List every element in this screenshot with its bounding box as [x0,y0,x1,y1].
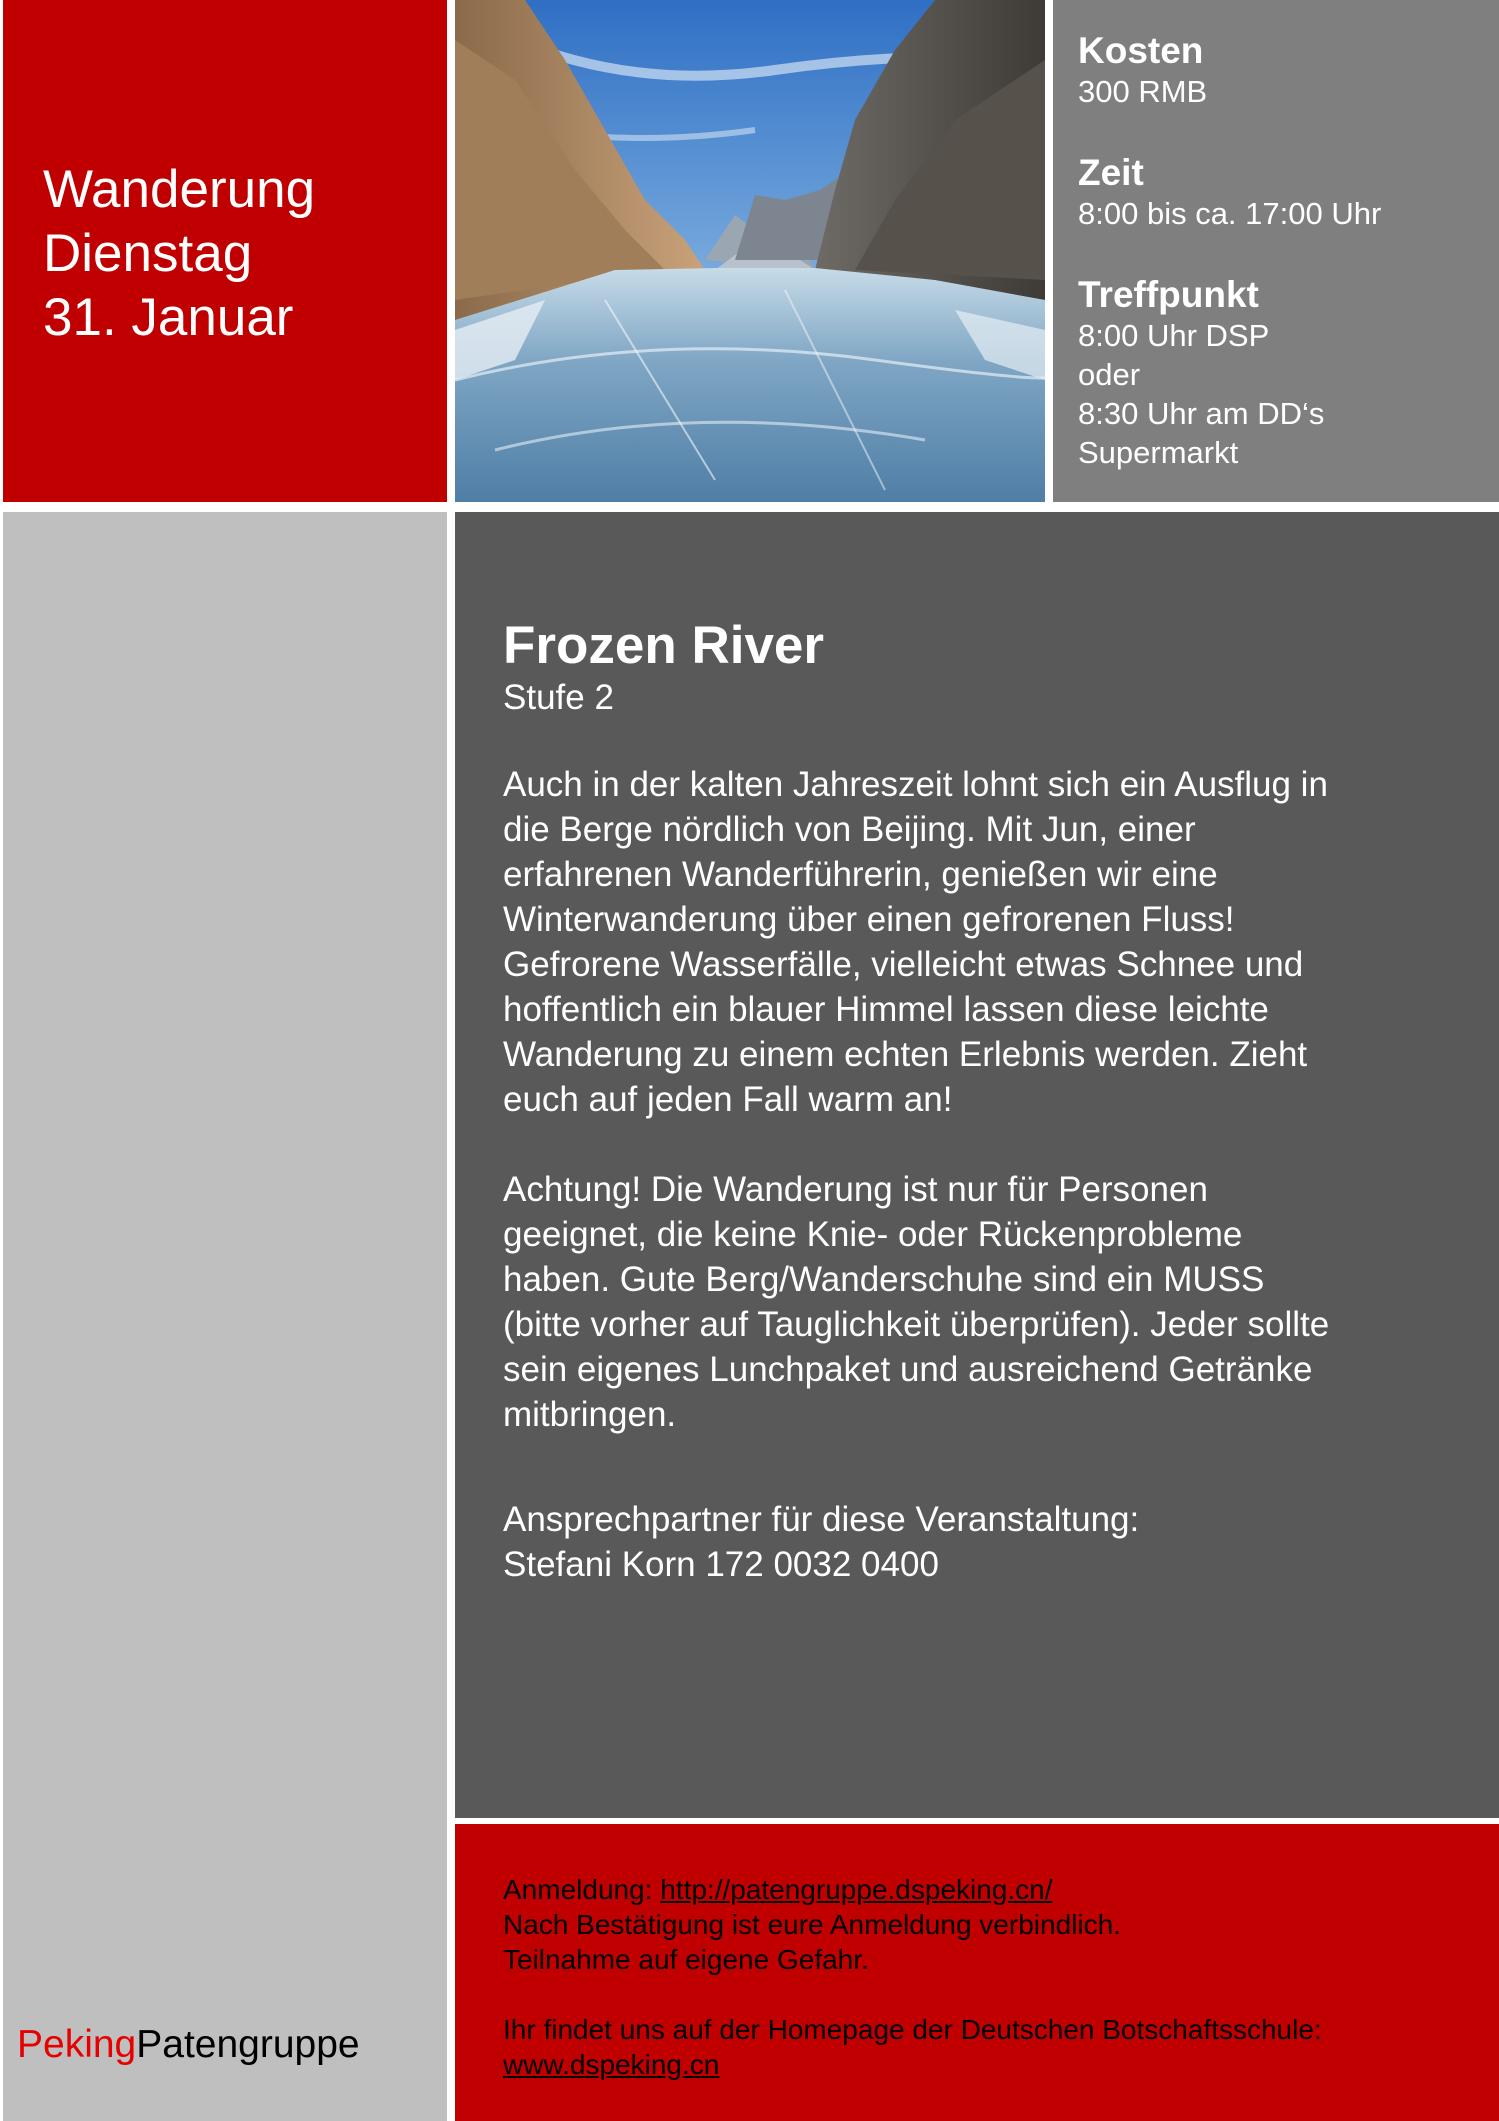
warning-line: Achtung! Die Wanderung ist nur für Personen [503,1170,1208,1209]
cost-label: Kosten [1078,30,1204,71]
description-line: Auch in der kalten Jahreszeit lohnt sich ein Ausflug in [503,765,1328,804]
time-block [1078,152,1381,233]
time-value: 8:00 bis ca. 17:00 Uhr [1078,196,1382,231]
description-line: euch auf jeden Fall warm an! [503,1080,953,1119]
meeting-point-line: Supermarkt [1078,435,1239,470]
cost-block [1078,30,1207,111]
description-line: Wanderung zu einem echten Erlebnis werden. Zieht [503,1035,1308,1074]
event-weekday: Dienstag [43,224,253,283]
description-paragraph [503,762,1463,1122]
registration-line [503,1872,1322,1907]
registration-panel [455,1824,1499,2121]
description-panel [455,512,1499,1818]
event-type: Wanderung [43,160,316,219]
risk-note: Teilnahme auf eigene Gefahr. [503,1944,869,1975]
hike-title: Frozen River [503,616,825,675]
time-label: Zeit [1078,152,1144,193]
registration-link[interactable]: http://patengruppe.dspeking.cn/ [660,1874,1053,1905]
meeting-point-block [1078,274,1324,472]
description-line: Winterwanderung über einen gefrorenen Fluss! [503,900,1235,939]
homepage-link[interactable]: www.dspeking.cn [503,2049,720,2080]
binding-note: Nach Bestätigung ist eure Anmeldung verbindlich. [503,1909,1121,1940]
warning-line: (bitte vorher auf Tauglichkeit überprüfen). Jeder sollte [503,1305,1330,1344]
meeting-point-line: 8:00 Uhr DSP [1078,318,1270,353]
warning-line: mitbringen. [503,1395,677,1434]
event-heading [43,158,315,350]
difficulty-level: Stufe 2 [503,678,614,717]
meeting-point-line: oder [1078,357,1141,392]
description-line: die Berge nördlich von Beijing. Mit Jun, einer [503,810,1196,849]
description-line: hoffentlich ein blauer Himmel lassen diese leichte [503,990,1269,1029]
warning-paragraph [503,1167,1463,1437]
description-line: Gefrorene Wasserfälle, vielleicht etwas Schnee und [503,945,1304,984]
frozen-river-photo [455,0,1045,502]
event-date: 31. Januar [43,288,294,347]
warning-line: haben. Gute Berg/Wanderschuhe sind ein MUSS [503,1260,1265,1299]
meeting-point-line: 8:30 Uhr am DD‘s [1078,396,1325,431]
title-panel [3,0,447,502]
landscape-image [455,0,1045,502]
warning-line: sein eigenes Lunchpaket und ausreichend Getränke [503,1350,1313,1389]
warning-line: geeignet, die keine Knie- oder Rückenprobleme [503,1215,1243,1254]
peking-patengruppe-logo [17,2022,360,2068]
contact-person: Stefani Korn 172 0032 0400 [503,1545,939,1584]
homepage-note: Ihr findet uns auf der Homepage der Deutschen Botschaftsschule: [503,2014,1322,2045]
logo-patengruppe: Patengruppe [136,2023,360,2066]
left-sidebar [3,512,447,2121]
logo-peking: Peking [17,2023,137,2066]
meeting-point-label: Treffpunkt [1078,274,1259,315]
contact-label: Ansprechpartner für diese Veranstaltung: [503,1500,1140,1539]
cost-value: 300 RMB [1078,74,1208,109]
registration-label: Anmeldung: [503,1874,661,1905]
description-line: erfahrenen Wanderführerin, genießen wir eine [503,855,1218,894]
info-panel [1053,0,1499,502]
contact-block [503,1497,1463,1587]
